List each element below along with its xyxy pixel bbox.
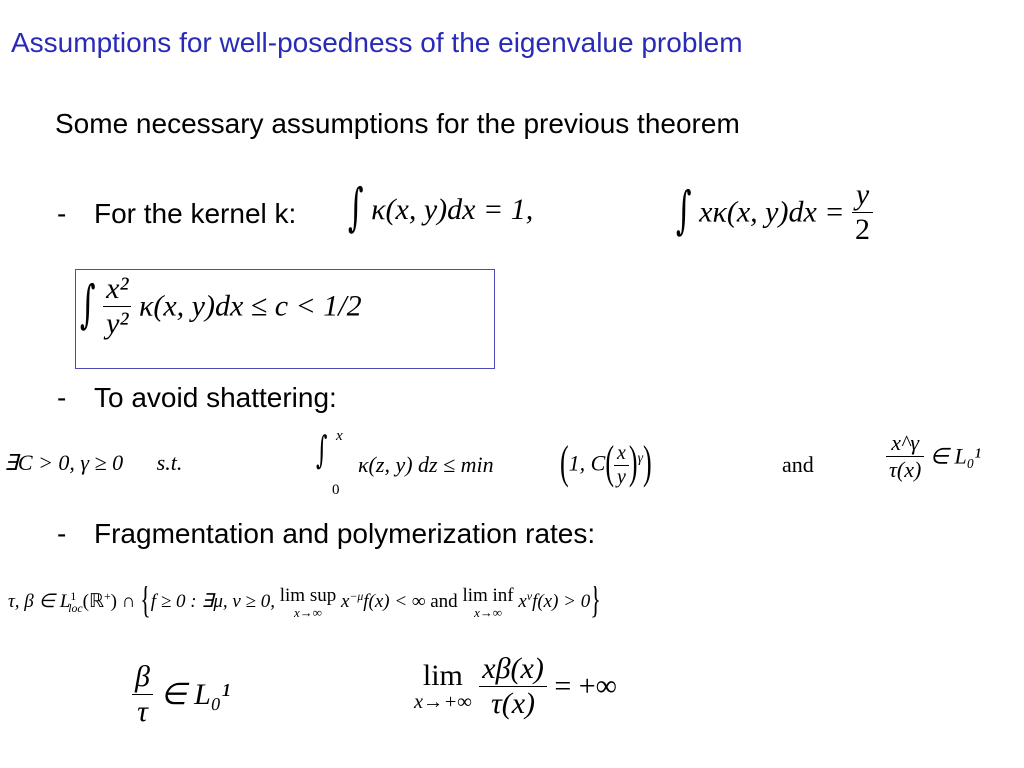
shattering-integrability: $\frac{x\^{}\gamma}{\tau(x)}$ ∈ L₀¹: [886, 430, 981, 483]
shattering-exists: ∃C > 0, γ ≥ 0 s.t.: [4, 450, 183, 475]
bullet-dash: -: [57, 518, 67, 549]
bullet-kernel-label: For the kernel k:: [94, 198, 297, 229]
kernel-normalization-formula: ∫ κ(x, y)dx = 1,: [348, 178, 534, 239]
bullet-dash: -: [57, 382, 67, 413]
beta-tau-integrability: $\frac{\beta}{\tau}$ ∈ L₀¹: [132, 660, 230, 729]
limit-formula: lim x→+∞ $\frac{x\beta(x)}{\tau(x)}$ = +∞: [414, 652, 618, 720]
second-moment-formula: ∫ $\frac{\text{x²}}{\text{y²}}$ κ(x, y)dx ≤ c < 1/2: [80, 272, 362, 340]
intro-text: Some necessary assumptions for the previous theorem: [55, 108, 740, 139]
bullet-rates-label: Fragmentation and polymerization rates:: [94, 518, 596, 549]
kernel-mean-formula: ∫ xκ(x, y)dx = $\frac{y}{2}$: [676, 178, 873, 247]
bullet-dash: -: [57, 198, 67, 229]
slide-title: Assumptions for well-posedness of the eigenvalue problem: [11, 27, 743, 58]
bullet-shattering-label: To avoid shattering:: [94, 382, 337, 413]
shattering-and: and: [782, 452, 814, 477]
rates-space-formula: τ, β ∈ $L^1_{loc}(ℝ^+)$ ∩ {f ≥ 0 : ∃μ, ν ≥ 0, lim sup x→∞ $x^{-\mu}f(x)$ < ∞ and lim inf x→∞ $x^\nu f(x) > 0$}: [8, 586, 601, 620]
